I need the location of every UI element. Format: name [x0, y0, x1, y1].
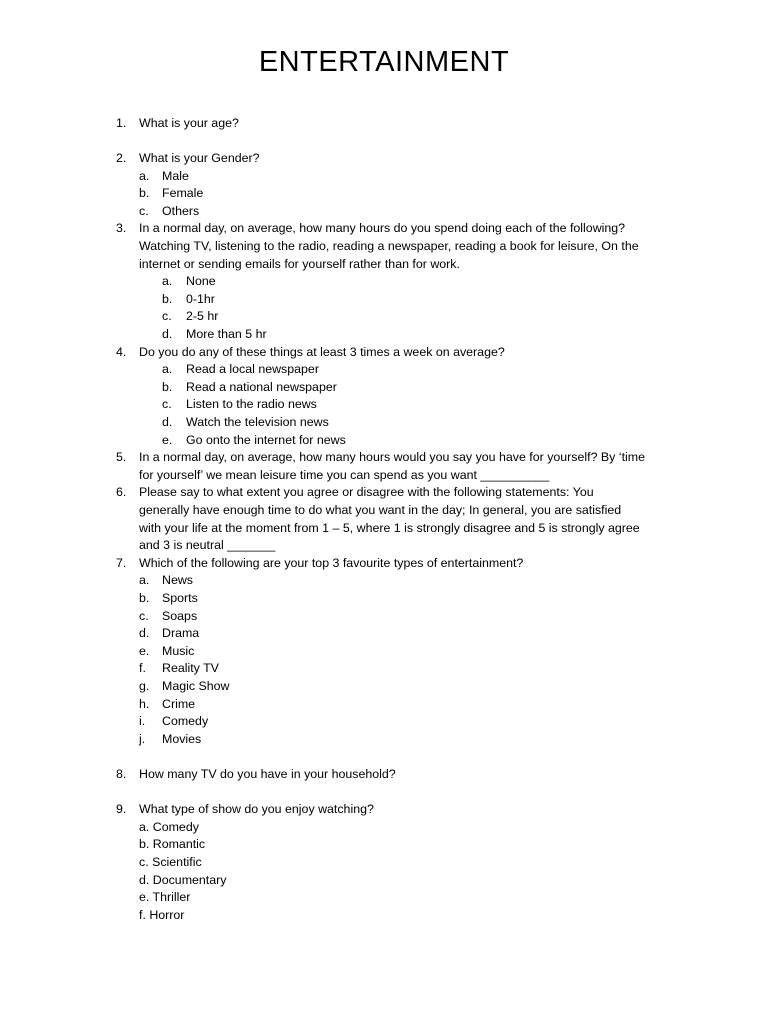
question-number: 4. — [116, 344, 127, 359]
option-text: Female — [162, 186, 204, 201]
option-letter: b. — [162, 291, 173, 306]
option-letter: c. — [139, 203, 149, 218]
question-text: and 3 is neutral _______ — [139, 538, 276, 553]
option-text: a. Comedy — [139, 819, 199, 834]
question-number: 8. — [116, 767, 127, 781]
option-letter: d. — [162, 415, 173, 429]
question-text: Do you do any of these things at least 3 times a week on average? — [139, 344, 505, 359]
option-letter: f. — [139, 661, 146, 676]
option-text: Reality TV — [162, 661, 219, 676]
option-text: News — [162, 573, 193, 588]
question-text: with your life at the moment from 1 – 5, where 1 is strongly disagree and 5 is strongly agree — [139, 520, 640, 535]
option-letter: i. — [139, 714, 146, 729]
option-text: e. Thriller — [139, 890, 191, 905]
option-letter: d. — [139, 626, 150, 641]
option-text: d. Documentary — [139, 872, 227, 887]
option-letter: c. — [162, 309, 172, 324]
question-number: 7. — [116, 555, 127, 570]
option-text: Others — [162, 203, 200, 218]
question-text: for yourself’ we mean leisure time you can spend as you want __________ — [139, 467, 550, 482]
option-letter: a. — [162, 362, 173, 377]
option-text: Comedy — [162, 714, 209, 729]
question-number: 9. — [116, 802, 127, 817]
option-letter: a. — [139, 573, 150, 588]
question-text: generally have enough time to do what you want in the day; In general, you are satisfied — [139, 503, 622, 517]
option-text: Crime — [162, 696, 196, 711]
option-text: Read a national newspaper — [186, 379, 337, 394]
question-text: In a normal day, on average, how many hours do you spend doing each of the following? — [139, 221, 626, 236]
option-text: Watch the television news — [186, 415, 329, 429]
option-letter: h. — [139, 696, 150, 711]
option-text: None — [186, 274, 216, 289]
option-letter: a. — [162, 274, 173, 289]
option-letter: b. — [139, 591, 150, 605]
option-letter: b. — [162, 379, 173, 394]
question-number: 2. — [116, 151, 127, 165]
question-text: What type of show do you enjoy watching? — [139, 802, 374, 817]
question-text: internet or sending emails for yourself rather than for work. — [139, 256, 460, 271]
question-number: 3. — [116, 221, 127, 236]
option-text: b. Romantic — [139, 837, 206, 852]
page-title: ENTERTAINMENT — [258, 46, 510, 78]
option-letter: a. — [139, 168, 150, 183]
option-text: Drama — [162, 626, 200, 641]
option-text: Read a local newspaper — [186, 362, 319, 377]
option-text: Male — [162, 168, 189, 183]
option-text: Listen to the radio news — [186, 397, 317, 412]
question-text: What is your age? — [139, 116, 239, 130]
question-number: 1. — [116, 116, 127, 130]
question-text: Please say to what extent you agree or disagree with the following statements: You — [139, 485, 594, 500]
option-text: f. Horror — [139, 907, 185, 922]
option-letter: b. — [139, 186, 150, 201]
question-text: Which of the following are your top 3 favourite types of entertainment? — [139, 555, 524, 570]
question-number: 5. — [116, 450, 127, 465]
question-text: What is your Gender? — [139, 151, 260, 165]
option-letter: c. — [139, 608, 149, 623]
option-text: Sports — [162, 591, 198, 605]
option-letter: e. — [139, 643, 150, 658]
option-text: c. Scientific — [139, 855, 202, 869]
question-text: How many TV do you have in your household? — [139, 767, 396, 781]
option-text: More than 5 hr — [186, 327, 267, 341]
option-letter: c. — [162, 397, 172, 412]
option-letter: d. — [162, 327, 173, 341]
question-text: In a normal day, on average, how many hours would you say you have for yourself? By ‘time — [139, 450, 645, 465]
question-text: Watching TV, listening to the radio, reading a newspaper, reading a book for leisure, On the — [139, 239, 639, 253]
question-number: 6. — [116, 485, 127, 500]
option-letter: e. — [162, 432, 173, 447]
option-letter: j. — [139, 731, 146, 746]
option-letter: g. — [139, 679, 150, 693]
option-text: 0-1hr — [186, 291, 215, 306]
option-text: Movies — [162, 731, 202, 746]
option-text: Magic Show — [162, 679, 230, 693]
option-text: Go onto the internet for news — [186, 432, 346, 447]
option-text: 2-5 hr — [186, 309, 219, 324]
option-text: Soaps — [162, 608, 198, 623]
option-text: Music — [162, 643, 195, 658]
